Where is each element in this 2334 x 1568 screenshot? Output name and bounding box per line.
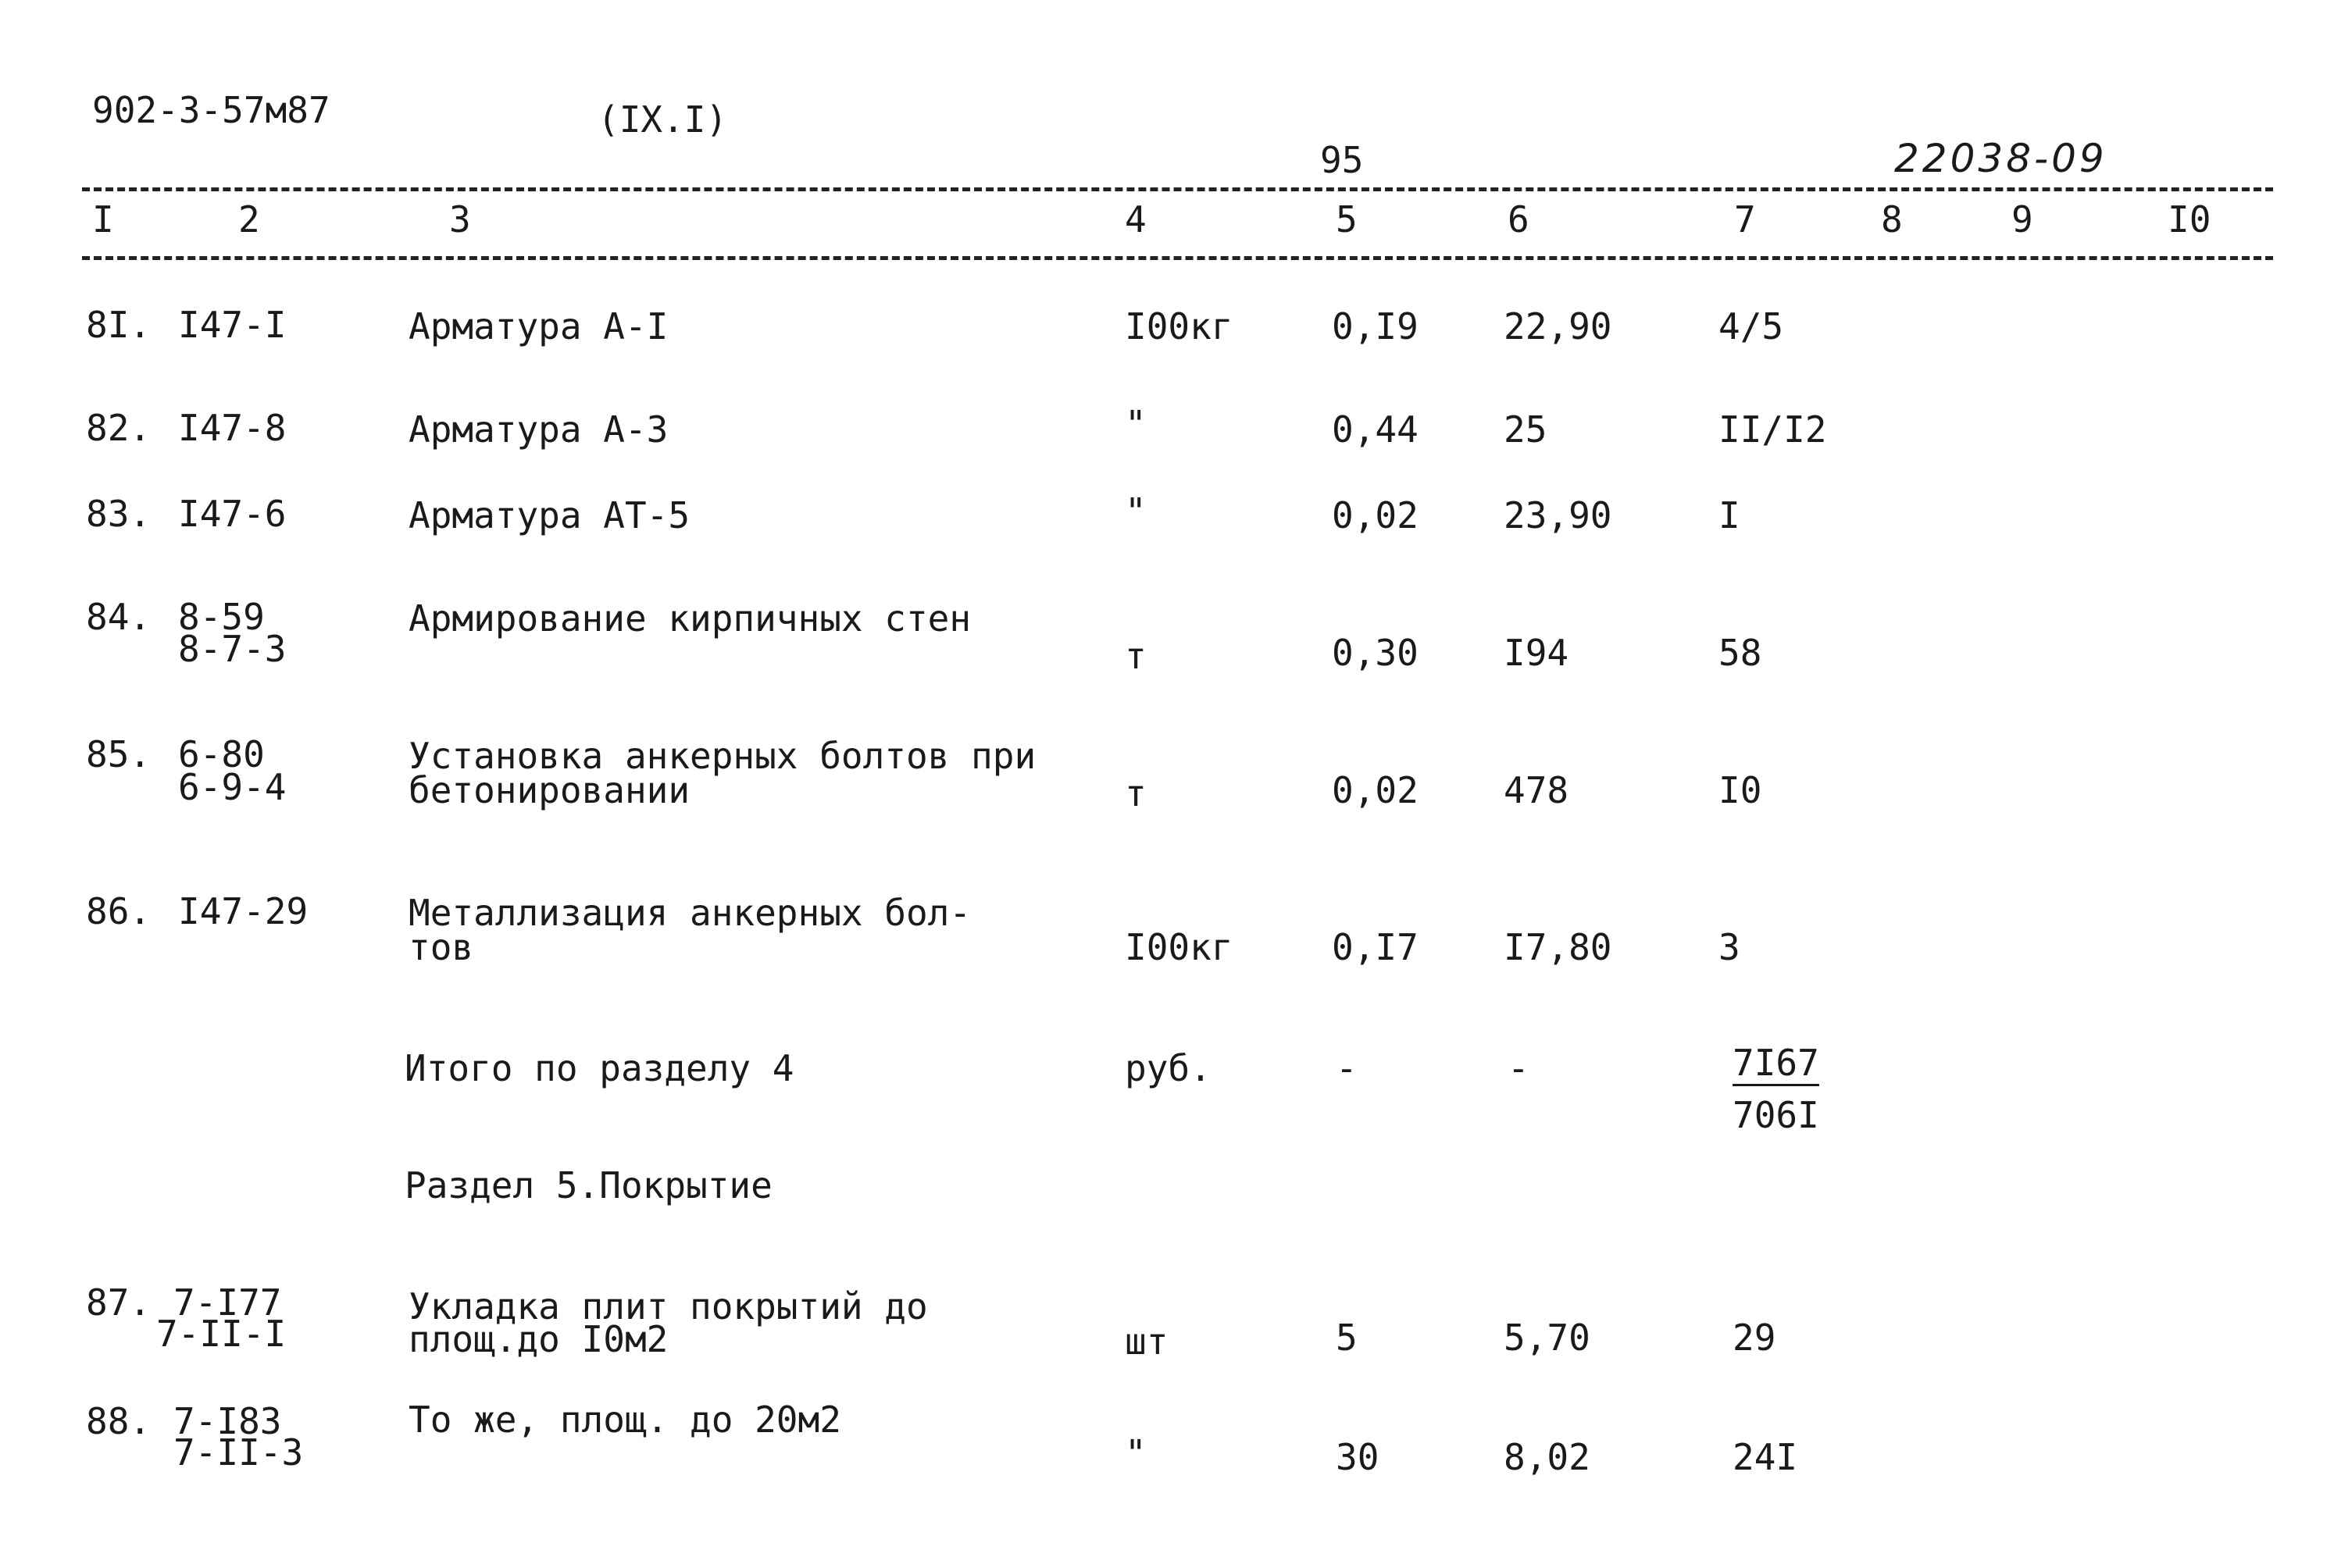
row-86-num: 86. (86, 890, 152, 932)
row-81-qty: 0,I9 (1332, 305, 1419, 347)
row-83-unit: " (1125, 490, 1147, 533)
row-84-num: 84. (86, 596, 152, 638)
row-88-name: То же, площ. до 20м2 (409, 1399, 841, 1441)
row-85-name-2: бетонировании (409, 769, 691, 811)
row-87-unit: шт (1125, 1320, 1169, 1363)
row-85-num: 85. (86, 733, 152, 775)
col-header-8: 8 (1881, 198, 1903, 241)
row-85-code: 6-80 (178, 733, 265, 775)
row-82-cost: II/I2 (1718, 408, 1827, 451)
row-87-name: Укладка плит покрытий до (409, 1285, 928, 1327)
row-88-cost: 24I (1733, 1436, 1798, 1478)
total-cost-bottom: 706I (1733, 1094, 1819, 1136)
row-82-name: Арматура А-3 (409, 408, 669, 451)
row-88-code-2: 7-II-3 (173, 1431, 304, 1474)
row-84-price: I94 (1504, 632, 1569, 674)
row-83-cost: I (1718, 494, 1740, 536)
row-81-price: 22,90 (1504, 305, 1612, 347)
row-84-qty: 0,30 (1332, 632, 1419, 674)
total-cost-top: 7I67 (1733, 1045, 1819, 1086)
row-86-price: I7,80 (1504, 926, 1612, 968)
row-84-cost: 58 (1718, 632, 1762, 674)
section-code: (IX.I) (598, 98, 728, 141)
col-header-2: 2 (238, 198, 260, 241)
header-rule-bottom (82, 256, 2273, 260)
row-82-price: 25 (1504, 408, 1547, 451)
header-rule-top (82, 187, 2273, 191)
col-header-3: 3 (449, 198, 471, 241)
row-84-code-2: 8-7-3 (178, 628, 287, 670)
row-83-num: 83. (86, 493, 152, 535)
row-86-name: Металлизация анкерных бол- (409, 892, 972, 934)
row-86-name-2: тов (409, 926, 474, 968)
row-86-unit: I00кг (1125, 926, 1233, 968)
row-82-code: I47-8 (178, 407, 287, 449)
row-81-unit: I00кг (1125, 305, 1233, 347)
document-code: 902-3-57м87 (92, 89, 330, 131)
row-82-qty: 0,44 (1332, 408, 1419, 451)
row-86-cost: 3 (1718, 926, 1740, 968)
row-85-qty: 0,02 (1332, 769, 1419, 811)
row-88-code: 7-I83 (173, 1400, 282, 1442)
row-84-unit: т (1125, 635, 1147, 677)
row-85-price: 478 (1504, 769, 1569, 811)
row-88-num: 88. (86, 1400, 152, 1442)
col-header-6: 6 (1508, 198, 1529, 241)
row-81-num: 8I. (86, 304, 152, 346)
row-81-name: Арматура А-I (409, 305, 669, 347)
row-87-code: 7-I77 (173, 1281, 282, 1324)
row-88-unit: " (1125, 1432, 1147, 1474)
row-88-qty: 30 (1336, 1436, 1379, 1478)
row-83-qty: 0,02 (1332, 494, 1419, 536)
stamp-number: 22038-09 (1894, 136, 2107, 181)
row-87-cost: 29 (1733, 1317, 1776, 1359)
row-81-code: I47-I (178, 304, 287, 346)
row-82-unit: " (1125, 403, 1147, 445)
row-85-name: Установка анкерных болтов при (409, 735, 1037, 777)
row-85-code-2: 6-9-4 (178, 766, 287, 808)
row-88-price: 8,02 (1504, 1436, 1590, 1478)
row-87-qty: 5 (1336, 1317, 1358, 1359)
page-number: 95 (1320, 139, 1364, 181)
row-83-price: 23,90 (1504, 494, 1612, 536)
col-header-5: 5 (1336, 198, 1358, 241)
col-header-10: I0 (2168, 198, 2211, 241)
row-86-qty: 0,I7 (1332, 926, 1419, 968)
total-label: Итого по разделу 4 (405, 1047, 794, 1089)
row-87-name-2: площ.до I0м2 (409, 1318, 669, 1360)
row-86-code: I47-29 (178, 890, 309, 932)
total-unit: руб. (1125, 1047, 1212, 1089)
row-81-cost: 4/5 (1718, 305, 1784, 347)
section-heading: Раздел 5.Покрытие (405, 1164, 773, 1206)
row-83-name: Арматура АТ-5 (409, 494, 691, 536)
col-header-7: 7 (1734, 198, 1756, 241)
row-85-cost: I0 (1718, 769, 1762, 811)
row-82-num: 82. (86, 407, 152, 449)
col-header-9: 9 (2011, 198, 2033, 241)
row-84-name: Армирование кирпичных стен (409, 597, 972, 640)
row-85-unit: т (1125, 772, 1147, 814)
row-84-code: 8-59 (178, 596, 265, 638)
row-83-code: I47-6 (178, 493, 287, 535)
row-87-num: 87. (86, 1281, 152, 1324)
total-qty: - (1336, 1047, 1358, 1089)
row-87-price: 5,70 (1504, 1317, 1590, 1359)
total-price: - (1508, 1047, 1529, 1089)
row-87-code-2: 7-II-I (156, 1313, 287, 1355)
col-header-1: I (92, 198, 114, 241)
col-header-4: 4 (1125, 198, 1147, 241)
